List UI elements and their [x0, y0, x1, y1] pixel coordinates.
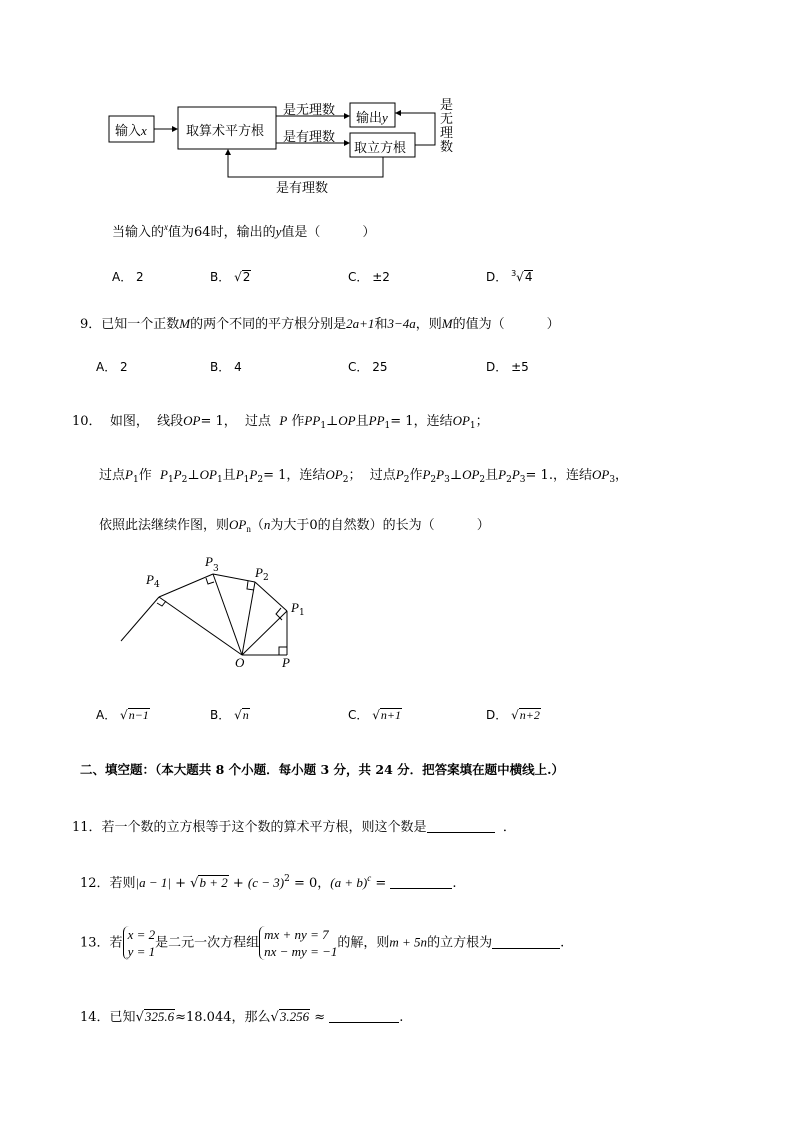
fig-label-p3: $P_3$: [205, 554, 219, 574]
q10-option-b[interactable]: B． √n: [210, 708, 249, 722]
q13-answer-blank[interactable]: [492, 936, 560, 949]
q8-option-c[interactable]: C． ±2: [348, 270, 390, 284]
flow-sqrt-label: 取算术平方根: [186, 124, 265, 139]
q10-option-d[interactable]: D． √n+2: [486, 708, 540, 722]
flow-irrational-edge: 是无理数: [283, 103, 336, 118]
q14-answer-blank[interactable]: [329, 1010, 399, 1023]
flow-bottom-edge: 是有理数: [276, 181, 329, 196]
fig-label-o: O: [235, 655, 245, 670]
q8-option-d[interactable]: D． $^3$√4: [486, 269, 533, 284]
flow-input-label: 输入x: [115, 123, 147, 139]
q11: 11．若一个数的立方根等于这个数的算术平方根，则这个数是 ．: [72, 820, 516, 835]
q13: 13．若x = 2 y = 1是二元一次方程组mx + ny = 7 nx − my = −1的解，则m + 5n的立方根为 .: [80, 927, 565, 959]
q14: 14．已知√325.6≈18.044，那么√3.256 ≈ .: [80, 1009, 404, 1025]
q12-answer-blank[interactable]: [390, 876, 452, 889]
fig-label-p: P: [282, 655, 290, 670]
q9-option-b[interactable]: B． 4: [210, 360, 242, 374]
fig-label-p4: $P_4$: [146, 572, 160, 590]
q9-stem: 9．已知一个正数M的两个不同的平方根分别是2a+1和3−4a，则M的值为（ ）: [80, 316, 560, 332]
flow-cbrt-label: 取立方根: [354, 141, 407, 156]
flow-loop-label: 是 无 理 数: [440, 98, 454, 155]
q10-line-1: 10． 如图， 线段OP= 1， 过点 P 作$PP_1\perp OP$且$PP_1= 1$，连结$OP_1$；: [72, 413, 489, 431]
q9-option-a[interactable]: A． 2: [96, 360, 128, 374]
q9-option-d[interactable]: D． ±5: [486, 360, 529, 374]
q9-option-c[interactable]: C． 25: [348, 360, 388, 374]
fig-label-p2: $P_2$: [255, 565, 269, 583]
q10-line-2: 过点$P_1$作 $P_1P_2\perp OP_1$且$P_1P_2= 1$，连结$OP_2$； 过点$P_2$作$P_2P_3\perp OP_2$且$P_2P_3= 1$.，连结$OP_3$，: [99, 467, 629, 485]
q10-option-c[interactable]: C． √n+1: [348, 708, 401, 722]
q12: 12．若则$|a - 1| + √b + 2 + (c - 3)^2 = 0$，$(a + b)^c$ = .: [80, 873, 457, 891]
fig-label-p1: $P_1$: [291, 600, 305, 618]
q8-option-b[interactable]: B． √2: [210, 270, 251, 284]
flow-rational-edge: 是有理数: [283, 130, 336, 145]
q11-answer-blank[interactable]: [427, 820, 495, 833]
q8-stem: 当输入的$^x$值为64时，输出的y值是（ ）: [112, 222, 376, 240]
q8-option-a[interactable]: A． 2: [112, 270, 144, 284]
section-2-title: 二、填空题：（本大题共 8 个小题．每小题 3 分，共 24 分．把答案填在题中横线上.）: [80, 762, 565, 777]
q10-option-a[interactable]: A． √n−1: [96, 708, 149, 722]
q10-line-3: 依照此法继续作图，则$OP_n(n$为大于0的自然数）的长为（ ）: [99, 517, 490, 534]
flow-output-label: 输出y: [356, 110, 388, 126]
